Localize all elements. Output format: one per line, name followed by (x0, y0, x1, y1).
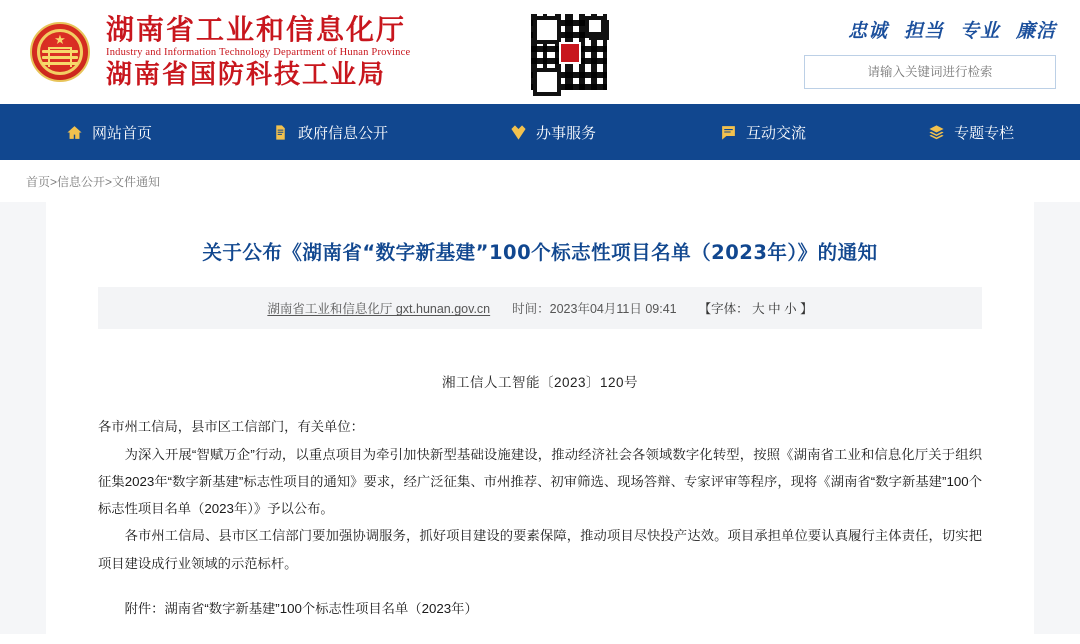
site-header (0, 0, 1080, 104)
paragraph-1: 为深入开展“智赋万企”行动，以重点项目为牵引加快新型基础设施建设，推动经济社会各领域数字化转型，按照《湖南省工业和信息化厅关于组织征集2023年“数字新基建”标志性项目的通知》要求，经广泛征集、市州推荐、初审筛选、现场答辩、专家评审等程序，现将《湖南省“数字新基建”100个标志性项目名单（2023年）》予以公布。 (98, 446, 982, 516)
slogan-word-3: 专业 (959, 19, 1000, 42)
article-card (46, 202, 1034, 634)
search-input[interactable] (805, 56, 1055, 88)
nav-item-topics-label: 专题专栏 (954, 123, 1015, 142)
nav-item-services-label: 办事服务 (536, 123, 597, 142)
slogan-word-4: 廉洁 (1015, 19, 1056, 42)
main-nav (0, 104, 1080, 160)
qr-code-icon (530, 13, 608, 91)
nav-item-interaction-label: 互动交流 (746, 123, 807, 142)
nav-item-topics[interactable] (922, 122, 1020, 143)
article-body (98, 413, 982, 622)
document-icon (272, 124, 289, 141)
font-label-end: 】 (800, 302, 813, 317)
breadcrumb[interactable]: 首页>信息公开>文件通知 (26, 174, 161, 189)
site-title-block (106, 13, 410, 91)
nav-item-interaction[interactable] (714, 122, 812, 143)
document-number: 湘工信人工智能〔2023〕120号 (441, 375, 639, 391)
content-background (0, 202, 1080, 634)
paragraph-attachment: 附件：湖南省“数字新基建”100个标志性项目名单（2023年） (124, 600, 478, 616)
header-right (804, 16, 1056, 89)
slogan-word-2: 担当 (903, 19, 944, 42)
nav-item-government-info[interactable] (266, 122, 394, 143)
article-time-value: 2023年04月11日 09:41 (549, 302, 677, 317)
article-source: 湖南省工业和信息化厅 gxt.hunan.gov.cn (267, 302, 491, 317)
nav-item-home-label: 网站首页 (92, 123, 153, 142)
org-title-cn-secondary: 湖南省国防科技工业局 (106, 60, 387, 91)
chat-icon (720, 124, 737, 141)
font-size-small[interactable]: 小 (784, 302, 797, 317)
paragraph-2: 各市州工信局、县市区工信部门要加强协调服务，抓好项目建设的要素保障，推动项目尽快投产达效。项目承担单位要认真履行主体责任，切实把项目建设成行业领域的示范标杆。 (98, 528, 982, 571)
font-size-controls (699, 299, 813, 317)
layers-icon (928, 124, 945, 141)
page-title: 关于公布《湖南省“数字新基建”100个标志性项目名单（2023年）》的通知 (202, 241, 878, 264)
org-title-cn: 湖南省工业和信息化厅 (106, 13, 407, 47)
slogan (848, 16, 1056, 43)
font-size-large[interactable]: 大 (752, 302, 765, 317)
article-time-label: 时间： (512, 302, 550, 317)
diamond-icon (510, 124, 527, 141)
font-size-medium[interactable]: 中 (768, 302, 781, 317)
article-time (512, 299, 676, 317)
national-emblem-icon: ★ (28, 20, 92, 84)
article-meta-bar (98, 287, 982, 329)
nav-item-government-info-label: 政府信息公开 (298, 123, 389, 142)
paragraph-salutation: 各市州工信局，县市区工信部门，有关单位： (98, 419, 364, 435)
home-icon (66, 124, 83, 141)
nav-item-services[interactable] (504, 122, 602, 143)
breadcrumb-bar (0, 160, 1080, 202)
search-box[interactable] (804, 55, 1056, 89)
nav-item-home[interactable] (60, 122, 158, 143)
org-title-en: Industry and Information Technology Department of Hunan Province (106, 47, 411, 59)
slogan-word-1: 忠诚 (847, 19, 888, 42)
font-label: 【字体： (698, 302, 749, 317)
